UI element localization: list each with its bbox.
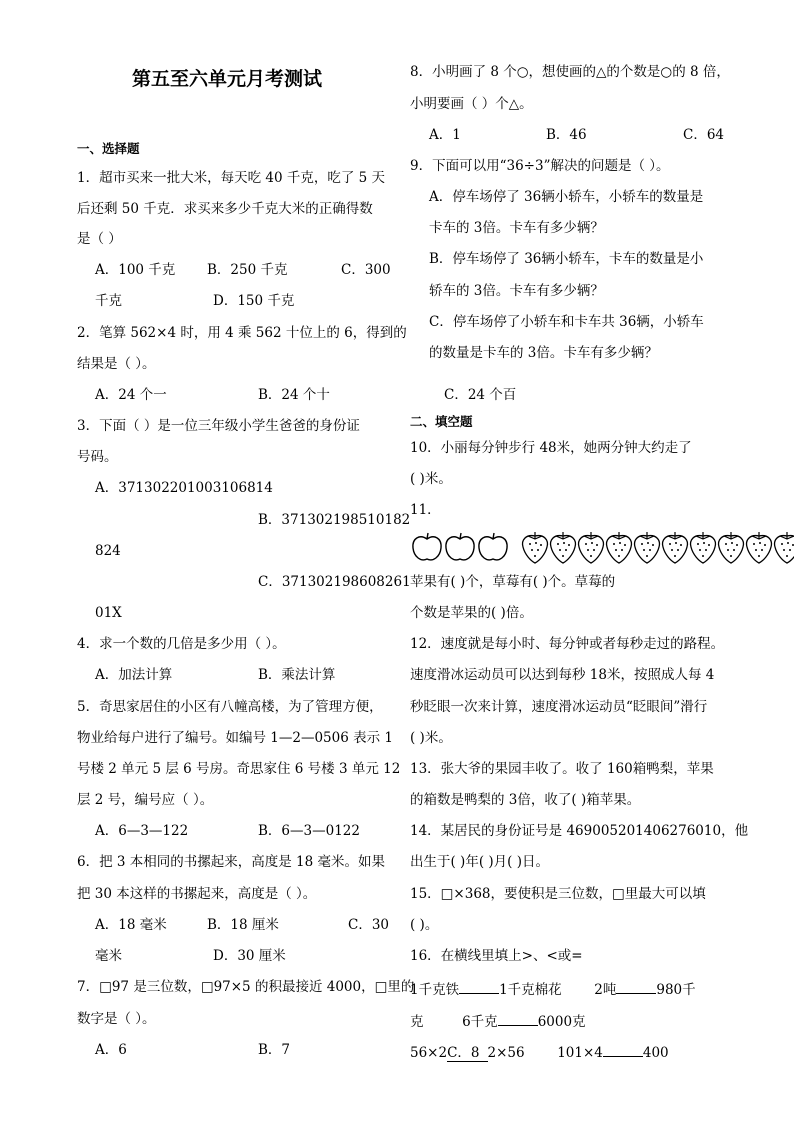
q2-line1: 2．笔算 562×4 时，用 4 乘 562 十位上的 6，得到的 — [77, 325, 407, 341]
page-title: 第五至六单元月考测试 — [132, 68, 323, 90]
q16-item-d-left: 56×2 — [410, 1045, 448, 1061]
q14-line1: 14．某居民的身份证号是 469005201406276010，他 — [410, 823, 749, 839]
q4-option-b[interactable]: B．乘法计算 — [258, 667, 336, 683]
q16-line1: 16．在横线里填上>、<或= — [410, 948, 583, 964]
q4-line1: 4．求一个数的几倍是多少用（ ）。 — [77, 636, 286, 652]
q6-option-c[interactable]: C．30 — [348, 917, 390, 933]
q16-row2 — [410, 1013, 586, 1030]
q3-option-b-cont: 824 — [95, 543, 121, 559]
apple-icon — [443, 530, 477, 564]
strawberry-icon — [772, 530, 794, 564]
q16-blank-e[interactable] — [603, 1044, 643, 1057]
q2-option-b[interactable]: B．24 个十 — [258, 387, 330, 403]
q16-item-b-right-cont: 克 — [410, 1014, 424, 1030]
q16-blank-d[interactable] — [447, 1047, 487, 1062]
q5-line4: 层 2 号，编号应（ ）。 — [77, 792, 214, 808]
q11-line2[interactable]: 个数是苹果的( )倍。 — [410, 605, 533, 621]
strawberry-icon — [604, 530, 634, 564]
q6-option-b[interactable]: B．18 厘米 — [207, 917, 279, 933]
q16-blank-c[interactable] — [498, 1013, 538, 1026]
q16-item-d-right: 2×56 — [487, 1045, 525, 1061]
q12-line2: 速度滑冰运动员可以达到每秒 18米，按照成人每 4 — [410, 667, 715, 683]
q16-blank-a[interactable] — [459, 981, 499, 994]
fruit-picture-row — [410, 530, 794, 564]
q1-line2: 后还剩 50 千克．求买来多少千克大米的正确得数 — [77, 201, 373, 217]
q9-line1: 9．下面可以用“36÷3”解决的问题是（ ）。 — [410, 158, 670, 174]
q1-option-c-cont: 千克 — [95, 293, 122, 309]
stray-option: C．24 个百 — [444, 387, 517, 403]
q7-line1: 7．□97 是三位数，□97×5 的积最接近 4000，□里的 — [77, 979, 415, 995]
q9-option-a-cont: 卡车的 3倍。卡车有多少辆？ — [429, 220, 604, 236]
strawberry-icon — [520, 530, 550, 564]
q1-line1: 1．超市买来一批大米，每天吃 40 千克，吃了 5 天 — [77, 170, 386, 186]
q6-option-c-cont: 毫米 — [95, 948, 122, 964]
q12-line3: 秒眨眼一次来计算，速度滑冰运动员“眨眼间”滑行 — [410, 699, 708, 715]
q9-option-b-cont: 轿车的 3倍。卡车有多少辆？ — [429, 283, 604, 299]
section-fill-heading: 二、填空题 — [410, 414, 473, 429]
q1-option-a[interactable]: A．100 千克 — [95, 262, 176, 278]
q14-line2[interactable]: 出生于( )年( )月( )日。 — [410, 854, 549, 870]
q5-line3: 号楼 2 单元 5 层 6 号房。奇思家住 6 号楼 3 单元 12 — [77, 761, 401, 777]
q16-item-c-right: 6000克 — [537, 1014, 586, 1030]
q6-option-d[interactable]: D．30 厘米 — [213, 948, 286, 964]
q16-item-b-left: 2吨 — [594, 982, 617, 998]
q6-line1: 6．把 3 本相同的书摞起来，高度是 18 毫米。如果 — [77, 854, 386, 870]
q1-option-b[interactable]: B．250 千克 — [207, 262, 288, 278]
q16-item-b-right: 980千 — [656, 982, 696, 998]
q16-item-e-left: 101×4 — [557, 1045, 603, 1061]
q3-line1: 3．下面（ ）是一位三年级小学生爸爸的身份证 — [77, 418, 360, 434]
q4-option-a[interactable]: A．加法计算 — [95, 667, 173, 683]
q7-line2: 数字是（ ）。 — [77, 1011, 156, 1027]
q13-line1: 13．张大爷的果园丰收了。收了 160箱鸭梨，苹果 — [410, 761, 714, 777]
q9-option-b[interactable]: B．停车场停了 36辆小轿车，卡车的数量是小 — [429, 251, 704, 267]
strawberry-icon — [660, 530, 690, 564]
q16-item-a-right: 1千克棉花 — [499, 982, 562, 998]
q16-row1 — [410, 981, 696, 998]
q2-line2: 结果是（ ）。 — [77, 356, 156, 372]
strawberry-icon — [576, 530, 606, 564]
q3-option-b[interactable]: B．37130219851018​2 — [258, 512, 411, 528]
q7-option-b[interactable]: B．7 — [258, 1042, 291, 1058]
apple-icon — [410, 530, 444, 564]
q8-line2: 小明要画（ ）个△。 — [410, 96, 533, 112]
q8-option-c[interactable]: C．64 — [683, 127, 725, 143]
strawberry-icon — [716, 530, 746, 564]
q16-blank-d-text: C．8 — [447, 1045, 480, 1061]
q16-item-e-right: 400 — [642, 1045, 669, 1061]
q5-line2: 物业给每户进行了编号。如编号 1—2—0506 表示 1 — [77, 730, 393, 746]
q12-line4[interactable]: ( )米。 — [410, 730, 452, 746]
q15-line2[interactable]: ( )。 — [410, 917, 439, 933]
q10-line1: 10．小丽每分钟步行 48米，她两分钟大约走了 — [410, 440, 692, 456]
strawberry-icon — [744, 530, 774, 564]
q9-option-c-cont: 的数量是卡车的 3倍。卡车有多少辆？ — [429, 345, 658, 361]
strawberry-icon — [688, 530, 718, 564]
q8-option-a[interactable]: A．1 — [429, 127, 461, 143]
q1-line3: 是（ ） — [77, 231, 122, 247]
q6-line2: 把 30 本这样的书摞起来，高度是（ ）。 — [77, 886, 317, 902]
q7-option-a[interactable]: A．6 — [95, 1042, 127, 1058]
q3-line2: 号码。 — [77, 449, 118, 465]
q9-option-a[interactable]: A．停车场停了 36辆小轿车，小轿车的数量是 — [429, 189, 704, 205]
strawberry-icon — [632, 530, 662, 564]
q16-item-a-left: 1千克铁 — [410, 982, 460, 998]
section-choice-heading: 一、选择题 — [77, 141, 140, 156]
q15-line1: 15．□×368，要使积是三位数，□里最大可以填 — [410, 886, 706, 902]
q11-number: 11． — [410, 502, 441, 518]
q5-option-b[interactable]: B．6—3—0122 — [258, 823, 360, 839]
q3-option-c[interactable]: C．37130219860826​1 — [258, 574, 411, 590]
q1-option-d[interactable]: D．150 千克 — [213, 293, 295, 309]
q10-line2[interactable]: ( )米。 — [410, 471, 452, 487]
apple-icon — [476, 530, 510, 564]
q1-option-c[interactable]: C．300 — [341, 262, 391, 278]
q13-line2[interactable]: 的箱数是鸭梨的 3倍，收了( )箱苹果。 — [410, 792, 641, 808]
q12-line1: 12．速度就是每小时、每分钟或者每秒走过的路程。 — [410, 636, 725, 652]
q8-option-b[interactable]: B．46 — [546, 127, 587, 143]
q8-line1: 8．小明画了 8 个○，想使画的△的个数是○的 8 倍， — [410, 64, 730, 80]
q11-line1[interactable]: 苹果有( )个，草莓有( )个。草莓的 — [410, 574, 616, 590]
q9-option-c[interactable]: C．停车场停了小轿车和卡车共 36辆，小轿车 — [429, 314, 704, 330]
q2-option-a[interactable]: A．24 个一 — [95, 387, 167, 403]
q3-option-a[interactable]: A．371302201003106814 — [95, 480, 273, 496]
q16-item-c-left: 6千克 — [462, 1014, 498, 1030]
strawberry-icon — [548, 530, 578, 564]
q16-row3 — [410, 1044, 669, 1062]
q5-line1: 5．奇思家居住的小区有八幢高楼，为了管理方便， — [77, 699, 383, 715]
q16-blank-b[interactable] — [616, 981, 656, 994]
q6-option-a[interactable]: A．18 毫米 — [95, 917, 167, 933]
q3-option-c-cont: 01X — [95, 605, 122, 621]
q5-option-a[interactable]: A．6—3—122 — [95, 823, 189, 839]
